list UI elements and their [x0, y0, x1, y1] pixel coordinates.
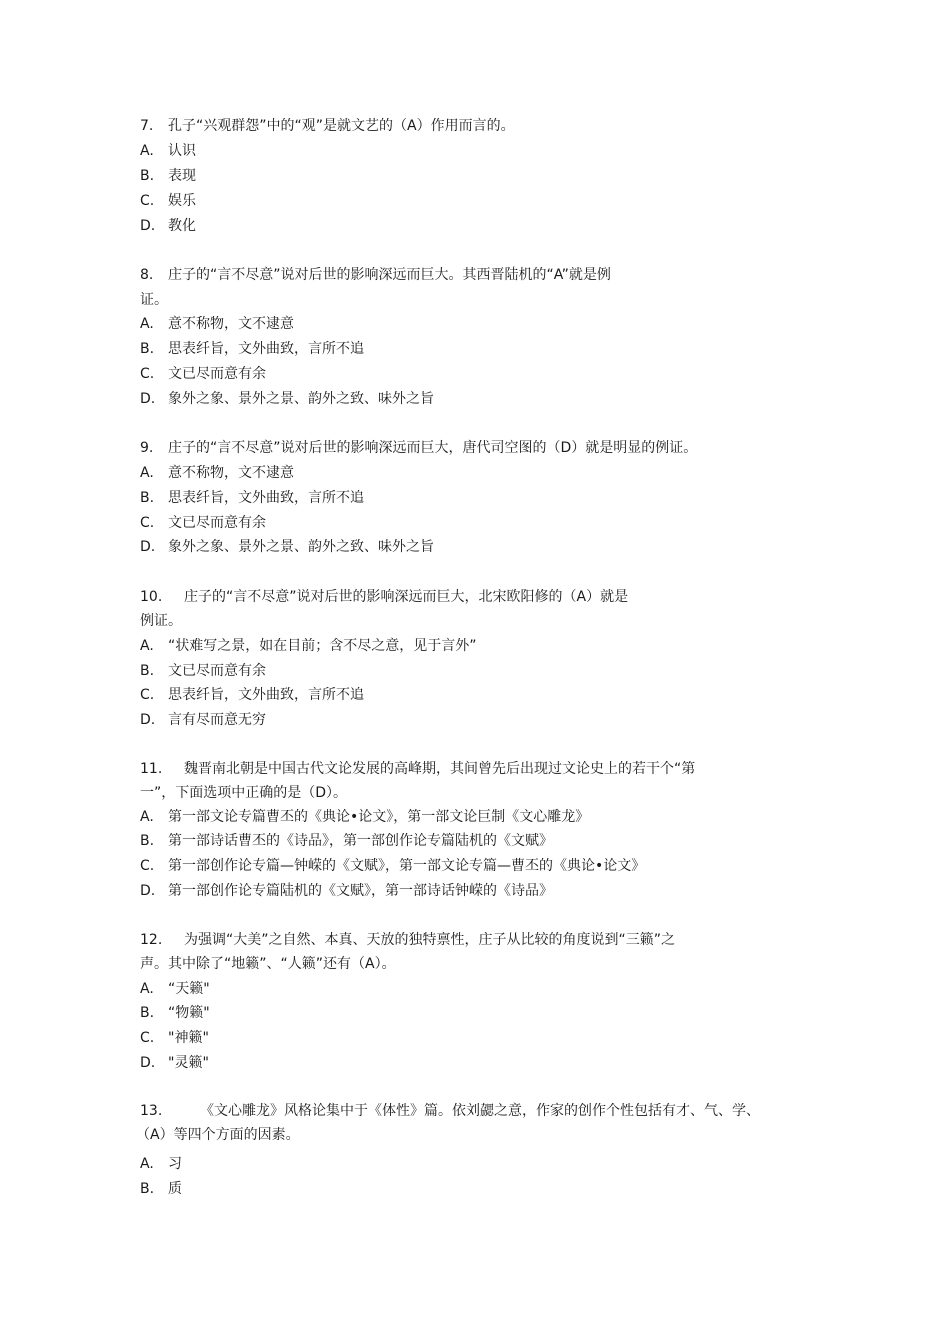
option-text: 文已尽而意有余: [168, 515, 266, 531]
question-number: 7.: [140, 118, 154, 134]
option-item: [140, 513, 266, 533]
option-text: “物籁": [168, 1005, 210, 1021]
option-letter: D.: [140, 539, 156, 555]
option-item: [140, 364, 266, 384]
option-item: [140, 537, 434, 557]
question-7-line-1: [140, 116, 515, 136]
option-item: [140, 881, 553, 901]
option-text: 质: [168, 1181, 182, 1197]
question-text: 魏晋南北朝是中国古代文论发展的高峰期，其间曾先后出现过文论史上的若干个“第: [184, 761, 696, 777]
question-number: 12.: [140, 932, 163, 948]
option-text: 表现: [168, 168, 196, 184]
option-letter: B.: [140, 663, 155, 679]
question-8-line-1: [140, 265, 611, 285]
option-item: [140, 488, 364, 508]
question-8-line-2: 证。: [140, 292, 168, 308]
option-item: [140, 339, 364, 359]
question-text: 庄子的“言不尽意”说对后世的影响深远而巨大，唐代司空图的（D）就是明显的例证。: [168, 440, 698, 456]
option-letter: B.: [140, 341, 155, 357]
option-item: [140, 166, 196, 186]
option-text: 第一部文论专篇曹丕的《典论•论文》，第一部文论巨制《文心雕龙》: [168, 809, 590, 825]
option-letter: C.: [140, 515, 155, 531]
option-letter: A.: [140, 316, 154, 332]
option-letter: C.: [140, 687, 155, 703]
option-item: [140, 661, 266, 681]
question-text: 庄子的“言不尽意”说对后世的影响深远而巨大，北宋欧阳修的（A）就是: [184, 589, 629, 605]
option-text: 思表纤旨，文外曲致，言所不追: [168, 687, 364, 703]
option-text: 教化: [168, 218, 196, 234]
option-item: [140, 191, 196, 211]
option-text: 娱乐: [168, 193, 196, 209]
option-text: 第一部创作论专篇陆机的《文赋》，第一部诗话钟嵘的《诗品》: [168, 883, 553, 899]
option-item: [140, 314, 294, 334]
option-text: 思表纤旨，文外曲致，言所不追: [168, 341, 364, 357]
option-letter: D.: [140, 712, 156, 728]
question-text: 《文心雕龙》风格论集中于《体性》篇。依刘勰之意，作家的创作个性包括有才、气、学、: [200, 1103, 760, 1119]
option-item: [140, 807, 589, 827]
question-number: 11.: [140, 761, 163, 777]
question-13-line-1: [140, 1101, 760, 1121]
option-item: [140, 636, 477, 656]
option-text: 意不称物，文不逮意: [168, 316, 294, 332]
option-item: [140, 389, 434, 409]
option-text: "神籁": [168, 1030, 209, 1046]
question-text: 庄子的“言不尽意”说对后世的影响深远而巨大。其西晋陆机的“A”就是例: [168, 267, 611, 283]
option-letter: D.: [140, 391, 156, 407]
option-text: 文已尽而意有余: [168, 366, 266, 382]
question-10-line-1: [140, 587, 628, 607]
question-number: 10.: [140, 589, 163, 605]
option-item: [140, 1003, 210, 1023]
option-letter: A.: [140, 981, 154, 997]
option-text: 象外之象、景外之景、韵外之致、味外之旨: [168, 391, 434, 407]
option-item: [140, 1179, 182, 1199]
option-letter: B.: [140, 833, 155, 849]
option-letter: C.: [140, 1030, 155, 1046]
option-text: 第一部诗话曹丕的《诗品》，第一部创作论专篇陆机的《文赋》: [168, 833, 553, 849]
option-item: [140, 831, 553, 851]
question-12-line-1: [140, 930, 675, 950]
option-item: [140, 141, 196, 161]
option-letter: C.: [140, 366, 155, 382]
option-letter: D.: [140, 883, 156, 899]
option-item: [140, 463, 294, 483]
option-item: [140, 216, 196, 236]
option-text: 文已尽而意有余: [168, 663, 266, 679]
option-letter: A.: [140, 1156, 154, 1172]
question-10-line-2: 例证。: [140, 613, 182, 629]
option-letter: A.: [140, 143, 154, 159]
option-text: "灵籁": [168, 1055, 209, 1071]
option-item: [140, 710, 266, 730]
option-text: 认识: [168, 143, 196, 159]
option-item: [140, 1028, 209, 1048]
option-item: [140, 1053, 209, 1073]
question-12-line-2: 声。其中除了“地籁”、“人籁”还有（A）。: [140, 956, 396, 972]
option-letter: A.: [140, 809, 154, 825]
question-number: 13.: [140, 1103, 163, 1119]
option-text: 言有尽而意无穷: [168, 712, 266, 728]
option-letter: A.: [140, 638, 154, 654]
question-number: 9.: [140, 440, 154, 456]
question-9-line-1: [140, 438, 697, 458]
option-text: 象外之象、景外之景、韵外之致、味外之旨: [168, 539, 434, 555]
option-letter: B.: [140, 1181, 155, 1197]
option-text: 思表纤旨，文外曲致，言所不追: [168, 490, 364, 506]
option-letter: A.: [140, 465, 154, 481]
option-text: 意不称物，文不逮意: [168, 465, 294, 481]
option-letter: D.: [140, 218, 156, 234]
option-letter: B.: [140, 490, 155, 506]
option-text: 第一部创作论专篇—钟嵘的《文赋》，第一部文论专篇—曹丕的《典论•论文》: [168, 858, 646, 874]
option-letter: C.: [140, 858, 155, 874]
question-11-line-2: 一”，下面选项中正确的是（D）。: [140, 785, 348, 801]
option-item: [140, 1154, 182, 1174]
option-item: [140, 685, 364, 705]
question-text: 孔子“兴观群怨”中的“观”是就文艺的（A）作用而言的。: [168, 118, 515, 134]
option-letter: B.: [140, 1005, 155, 1021]
option-letter: D.: [140, 1055, 156, 1071]
option-item: [140, 979, 210, 999]
option-text: “天籁": [168, 981, 210, 997]
option-item: [140, 856, 645, 876]
question-11-line-1: [140, 759, 695, 779]
option-letter: C.: [140, 193, 155, 209]
option-text: 习: [168, 1156, 182, 1172]
question-number: 8.: [140, 267, 154, 283]
option-text: “状难写之景，如在目前；含不尽之意，见于言外”: [168, 638, 477, 654]
option-letter: B.: [140, 168, 155, 184]
question-text: 为强调“大美”之自然、本真、天放的独特禀性，庄子从比较的角度说到“三籁”之: [184, 932, 676, 948]
question-13-line-2: （A）等四个方面的因素。: [136, 1127, 300, 1143]
